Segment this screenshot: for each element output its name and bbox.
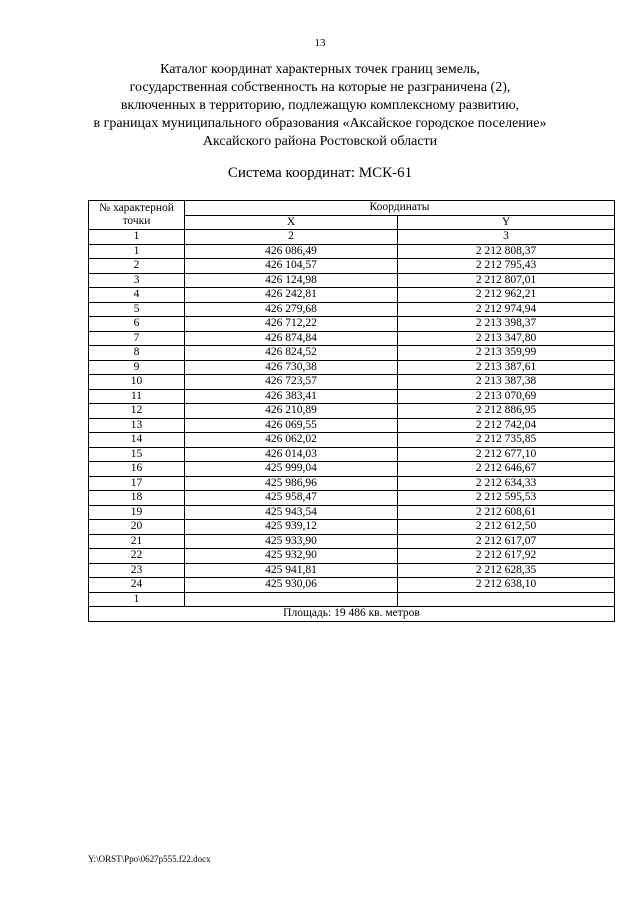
x-coordinate-cell: 426 874,84 (185, 331, 398, 346)
x-coordinate-cell: 426 383,41 (185, 389, 398, 404)
x-coordinate-cell: 425 958,47 (185, 491, 398, 506)
x-coordinate-cell: 425 941,81 (185, 563, 398, 578)
point-number-cell: 23 (89, 563, 185, 578)
x-coordinate-cell (185, 592, 398, 607)
point-number-cell: 20 (89, 520, 185, 535)
table-row (89, 375, 615, 390)
title-line: включенных в территорию, подлежащую комплексному развитию, (120, 98, 520, 113)
y-coordinate-cell: 2 212 646,67 (398, 462, 615, 477)
table-row (89, 505, 615, 520)
point-number-cell: 2 (89, 259, 185, 274)
y-coordinate-cell: 2 212 595,53 (398, 491, 615, 506)
table-row (89, 592, 615, 607)
x-coordinate-cell: 426 104,57 (185, 259, 398, 274)
coordinates-table (88, 200, 615, 622)
y-coordinate-cell: 2 212 617,92 (398, 549, 615, 564)
table-row (89, 476, 615, 491)
x-coordinate-cell: 425 999,04 (185, 462, 398, 477)
table-row (89, 563, 615, 578)
y-coordinate-cell: 2 213 387,38 (398, 375, 615, 390)
table-row (89, 360, 615, 375)
y-coordinate-cell: 2 212 974,94 (398, 302, 615, 317)
y-coordinate-cell: 2 212 608,61 (398, 505, 615, 520)
page-number: 13 (314, 37, 326, 49)
point-number-cell: 19 (89, 505, 185, 520)
table-row (89, 404, 615, 419)
table-row (89, 549, 615, 564)
point-number-cell: 24 (89, 578, 185, 593)
x-coordinate-cell: 426 824,52 (185, 346, 398, 361)
table-row (89, 244, 615, 259)
point-number-cell: 10 (89, 375, 185, 390)
y-coordinate-cell: 2 212 808,37 (398, 244, 615, 259)
table-row (89, 520, 615, 535)
y-coordinate-cell: 2 212 628,35 (398, 563, 615, 578)
x-coordinate-cell: 426 124,98 (185, 273, 398, 288)
y-coordinate-cell: 2 213 070,69 (398, 389, 615, 404)
x-coordinate-cell: 426 279,68 (185, 302, 398, 317)
y-coordinate-cell: 2 212 795,43 (398, 259, 615, 274)
table-row (89, 273, 615, 288)
table-row (89, 534, 615, 549)
x-coordinate-cell: 426 723,57 (185, 375, 398, 390)
x-coordinate-cell: 425 932,90 (185, 549, 398, 564)
header-y: Y (398, 215, 615, 230)
file-path-footer: Y:\ORST\Ppo\0627p555.f22.docx (88, 854, 211, 864)
x-coordinate-cell: 426 712,22 (185, 317, 398, 332)
y-coordinate-cell: 2 212 677,10 (398, 447, 615, 462)
x-coordinate-cell: 426 210,89 (185, 404, 398, 419)
point-number-cell: 12 (89, 404, 185, 419)
y-coordinate-cell: 2 212 886,95 (398, 404, 615, 419)
point-number-cell: 13 (89, 418, 185, 433)
table-row (89, 288, 615, 303)
y-coordinate-cell: 2 212 735,85 (398, 433, 615, 448)
title-line: в границах муниципального образования «Аксайское городское поселение» (93, 116, 547, 131)
y-coordinate-cell: 2 212 807,01 (398, 273, 615, 288)
table-row (89, 418, 615, 433)
index-cell: 1 (89, 230, 185, 245)
table-row (89, 389, 615, 404)
table-row (89, 578, 615, 593)
point-number-cell: 14 (89, 433, 185, 448)
point-number-cell: 6 (89, 317, 185, 332)
x-coordinate-cell: 425 930,06 (185, 578, 398, 593)
area-total: Площадь: 19 486 кв. метров (89, 607, 615, 622)
x-coordinate-cell: 426 730,38 (185, 360, 398, 375)
index-cell: 2 (185, 230, 398, 245)
header-coordinates: Координаты (185, 201, 615, 216)
x-coordinate-cell: 425 939,12 (185, 520, 398, 535)
x-coordinate-cell: 426 062,02 (185, 433, 398, 448)
title-line: Аксайского района Ростовской области (202, 134, 438, 149)
y-coordinate-cell: 2 213 387,61 (398, 360, 615, 375)
table-row (89, 302, 615, 317)
table-row (89, 447, 615, 462)
y-coordinate-cell (398, 592, 615, 607)
y-coordinate-cell: 2 212 742,04 (398, 418, 615, 433)
index-cell: 3 (398, 230, 615, 245)
y-coordinate-cell: 2 212 634,33 (398, 476, 615, 491)
x-coordinate-cell: 425 943,54 (185, 505, 398, 520)
y-coordinate-cell: 2 213 347,80 (398, 331, 615, 346)
point-number-cell: 17 (89, 476, 185, 491)
table-row (89, 346, 615, 361)
y-coordinate-cell: 2 212 617,07 (398, 534, 615, 549)
point-number-cell: 4 (89, 288, 185, 303)
document-title (0, 61, 640, 151)
x-coordinate-cell: 425 933,90 (185, 534, 398, 549)
point-number-cell: 18 (89, 491, 185, 506)
table-row (89, 491, 615, 506)
x-coordinate-cell: 425 986,96 (185, 476, 398, 491)
y-coordinate-cell: 2 212 638,10 (398, 578, 615, 593)
point-number-cell: 1 (89, 244, 185, 259)
header-x: X (185, 215, 398, 230)
header-point-number: № характерной точки (89, 201, 185, 230)
y-coordinate-cell: 2 212 962,21 (398, 288, 615, 303)
point-number-cell: 3 (89, 273, 185, 288)
point-number-cell: 15 (89, 447, 185, 462)
point-number-cell: 22 (89, 549, 185, 564)
point-number-cell: 11 (89, 389, 185, 404)
x-coordinate-cell: 426 069,55 (185, 418, 398, 433)
x-coordinate-cell: 426 086,49 (185, 244, 398, 259)
y-coordinate-cell: 2 213 359,99 (398, 346, 615, 361)
table-body (89, 244, 615, 607)
point-number-cell: 5 (89, 302, 185, 317)
point-number-cell: 7 (89, 331, 185, 346)
point-number-cell: 1 (89, 592, 185, 607)
point-number-cell: 9 (89, 360, 185, 375)
table-row (89, 317, 615, 332)
table-row (89, 462, 615, 477)
y-coordinate-cell: 2 212 612,50 (398, 520, 615, 535)
title-line: государственная собственность на которые не разграничена (2), (129, 80, 511, 95)
x-coordinate-cell: 426 242,81 (185, 288, 398, 303)
point-number-cell: 8 (89, 346, 185, 361)
table-row (89, 331, 615, 346)
table-row (89, 259, 615, 274)
point-number-cell: 21 (89, 534, 185, 549)
x-coordinate-cell: 426 014,03 (185, 447, 398, 462)
table-row (89, 433, 615, 448)
point-number-cell: 16 (89, 462, 185, 477)
y-coordinate-cell: 2 213 398,37 (398, 317, 615, 332)
coordinate-system: Система координат: МСК-61 (227, 165, 413, 181)
title-line: Каталог координат характерных точек границ земель, (160, 62, 480, 77)
